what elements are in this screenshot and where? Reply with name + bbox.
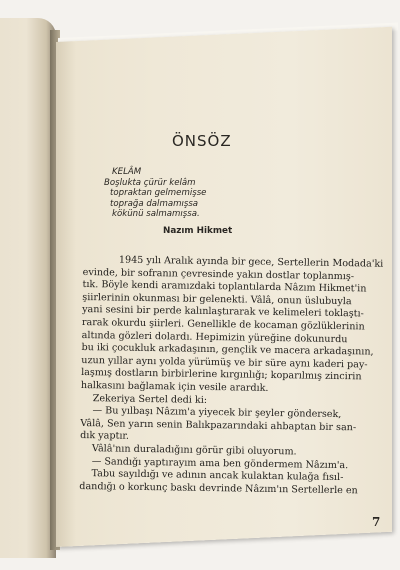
body-line: rarak okurdu şiirleri. Genellikle de kocaman gözlüklerinin <box>81 316 365 333</box>
body-line: Vâlâ'nın duraladığını görür gibi oluyorum. <box>91 443 297 458</box>
epigraph <box>104 167 206 220</box>
left-page <box>0 18 56 558</box>
epigraph-line: toprağa dalmamışsa <box>110 198 199 209</box>
epigraph-line: kökünü salmamışsa. <box>112 209 200 220</box>
epigraph-heading: KELÂM <box>112 167 142 177</box>
body-line: — Sandığı yaptırayım ama ben göndermem Nâzım'a. <box>91 455 349 471</box>
body-line: Vâlâ, Sen yarın senin Balıkpazarındaki ahbaptan bir san- <box>80 417 357 434</box>
body-line: bu iki çocukluk arkadaşının, gençlik ve macera arkadaşının, <box>81 342 374 358</box>
body-line: altında gözleri dolardı. Hepimizin yüreğine dokunurdu <box>81 329 348 345</box>
body-line: yani sesini bir perde kalınlaştırarak ve kelimeleri toklaştı- <box>82 304 364 320</box>
body-line: uzun yıllar aynı yolda yürümüş ve bir süre aynı kaderi pay- <box>81 354 368 371</box>
page-number: 7 <box>372 515 381 529</box>
body-line: Tabu sayıldığı ve adının ancak kulaktan kulağa fısıl- <box>91 468 344 484</box>
body-line: şiirlerinin okunması bir gelenekti. Vâlâ, onun üslubuyla <box>82 291 352 308</box>
epigraph-line: topraktan gelmemişse <box>110 188 207 199</box>
epigraph-author: Nazım Hikmet <box>163 226 233 236</box>
body-line: 1945 yılı Aralık ayında bir gece, Sertellerin Modada'ki <box>118 254 384 270</box>
body-line: evinde, bir sofranın çevresinde yakın dostlar toplanmış- <box>82 266 355 282</box>
body-line: dandığı o korkunç baskı devrinde Nâzım'ın Sertellerle en <box>79 480 358 497</box>
body-line: halkasını bağlamak için vesile arardık. <box>80 379 269 394</box>
body-line: dık yaptır. <box>80 430 130 443</box>
page-title: ÖNSÖZ <box>172 132 232 150</box>
body-line: — Bu yılbaşı Nâzım'a yiyecek bir şeyler göndersek, <box>92 405 342 421</box>
body-line: Zekeriya Sertel dedi ki: <box>92 392 208 406</box>
epigraph-line: Boşlukta çürür kelâm <box>104 177 196 188</box>
body-line: laşmış dostların birbirlerine kırgınlığı; koparılmış zincirin <box>81 367 362 383</box>
body-line: tık. Böyle kendi aramızdaki toplantılarda Nâzım Hikmet'in <box>82 279 367 295</box>
body-text <box>79 254 383 498</box>
